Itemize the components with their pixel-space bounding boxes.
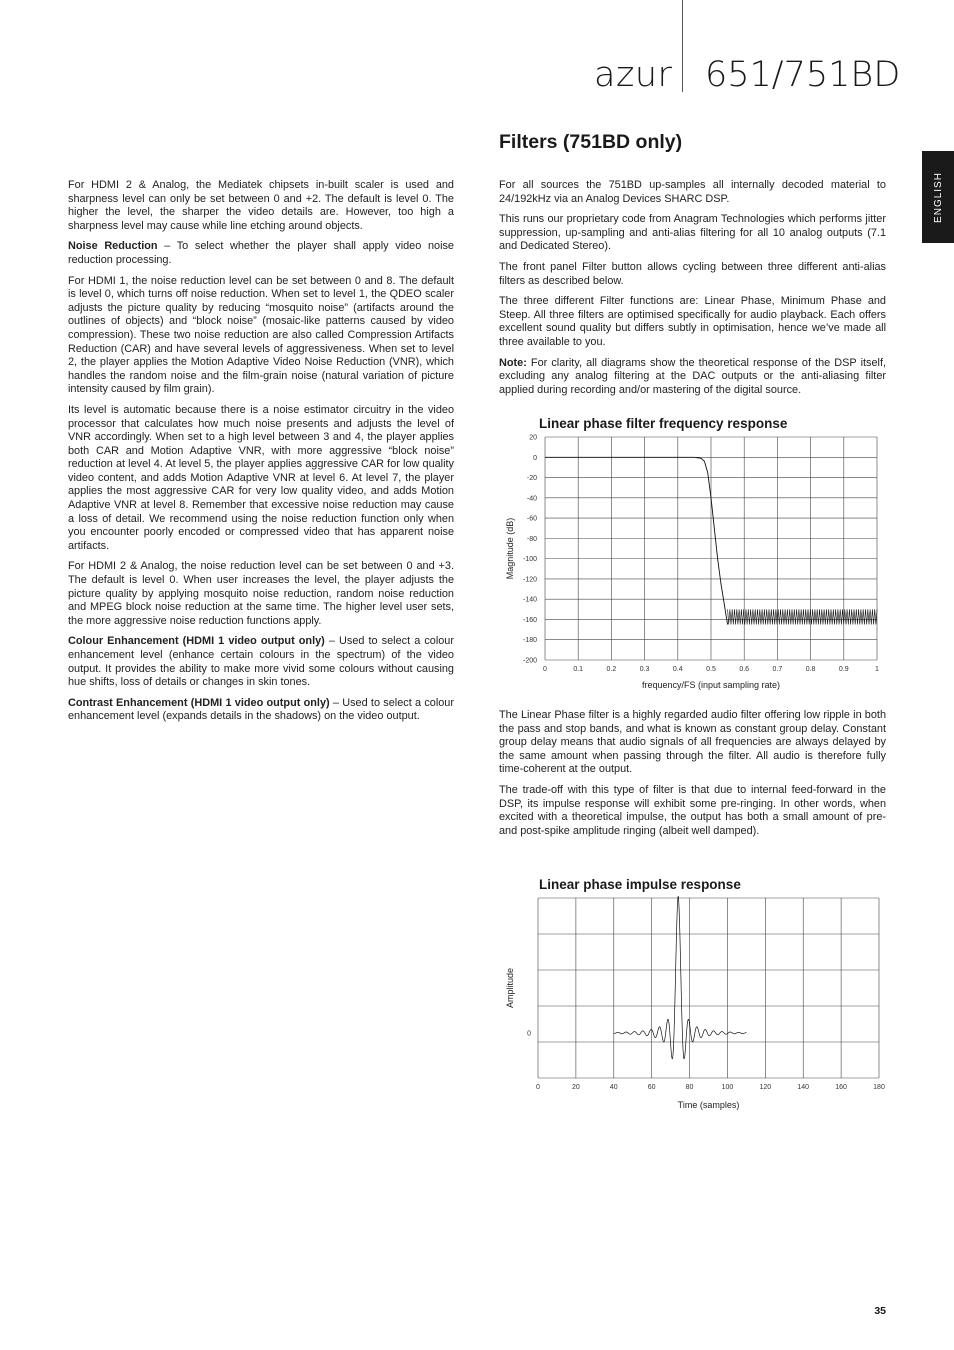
- x-axis-label: frequency/FS (input sampling rate): [641, 680, 781, 690]
- language-tab-label: ENGLISH: [932, 171, 944, 223]
- x-tick-label: 60: [647, 1084, 656, 1091]
- x-tick-label: 0.9: [838, 666, 849, 673]
- x-axis-label: Time (samples): [677, 1100, 740, 1110]
- y-axis-label: Amplitude: [505, 967, 515, 1009]
- y-tick-label: 20: [529, 434, 537, 442]
- model-name: 651/751BD: [705, 55, 901, 95]
- right-column-intro: [499, 179, 886, 404]
- y-tick-label: 0: [527, 1030, 531, 1038]
- x-tick-label: 0.8: [805, 666, 816, 673]
- y-tick-label: -80: [526, 535, 537, 543]
- y-tick-label: -160: [522, 616, 537, 624]
- x-tick-label: 0.6: [739, 666, 750, 673]
- stopband-ripple-line: [728, 609, 877, 624]
- note-label: Note:: [499, 356, 527, 369]
- paragraph-trade-off: The trade-off with this type of filter is that due to internal feed-forward in the DSP, its impulse response will exhibit some pre-ringing. In other words, when excited with a theoretical impulse, the output has both a small amount of pre- and post-spike amplitude ringing (albeit well damped).: [499, 783, 886, 837]
- contrast-enhancement-text: – Used to select a colour enhancement level (expands details in the shadows) on the video output.: [68, 696, 454, 723]
- paragraph-filter-types: The three different Filter functions are: Linear Phase, Minimum Phase and Steep. All three filters are optimised specifically for audio playback. Each offers excellent sound quality but differs subtly in optimisation, hence we’ve made all three available to you.: [499, 295, 886, 348]
- page-number: 35: [874, 1305, 886, 1317]
- paragraph-anagram: This runs our proprietary code from Anagram Technologies which performs jitter suppression, up-sampling and anti-alias filtering for all 10 analog outputs (7.1 and Dedicated Stereo).: [499, 213, 886, 253]
- x-tick-label: 160: [835, 1084, 847, 1091]
- chart-title-impulse-response: Linear phase impulse response: [539, 877, 741, 892]
- y-tick-label: -20: [526, 475, 537, 483]
- paragraph-colour-enhancement: [68, 635, 454, 689]
- paragraph-filter-button: The front panel Filter button allows cycling between three different anti-alias filters as described below.: [499, 260, 886, 287]
- x-tick-label: 140: [797, 1084, 810, 1091]
- brand-logo-azur: azur: [594, 55, 673, 95]
- section-title: Filters (751BD only): [499, 131, 683, 153]
- x-tick-label: 0.1: [573, 666, 584, 673]
- y-tick-label: -100: [522, 556, 537, 564]
- y-tick-label: -180: [522, 637, 537, 645]
- chart-title-frequency-response: Linear phase filter frequency response: [539, 416, 788, 431]
- x-tick-label: 0: [536, 1084, 540, 1091]
- x-tick-label: 0.7: [772, 666, 783, 673]
- x-tick-label: 0.5: [706, 666, 716, 673]
- x-tick-label: 40: [609, 1084, 618, 1091]
- impulse-response-line: [614, 896, 747, 1059]
- y-tick-label: -140: [522, 596, 537, 604]
- x-tick-label: 120: [759, 1084, 772, 1091]
- right-column-body: [499, 709, 886, 845]
- paragraph-sharpness: For HDMI 2 & Analog, the Mediatek chipsets in-built scaler is used and sharpness level can only be set between 0 and +2. The default is level 0. The higher the level, the sharper the video details are. However, too high a sharpness level may cause while line etching around objects.: [68, 179, 454, 232]
- impulse-response-chart: [495, 890, 895, 1115]
- x-tick-label: 0: [543, 666, 547, 673]
- x-tick-label: 100: [721, 1084, 734, 1091]
- x-tick-label: 180: [873, 1084, 885, 1091]
- x-tick-label: 0.2: [606, 666, 617, 673]
- paragraph-noise-reduction: [68, 240, 454, 267]
- x-tick-label: 20: [571, 1084, 580, 1091]
- frequency-response-chart: [495, 430, 895, 695]
- y-tick-label: -40: [526, 495, 537, 503]
- term-noise-reduction: Noise Reduction: [68, 240, 158, 253]
- y-axis-label: Magnitude (dB): [505, 517, 515, 580]
- note-text: For clarity, all diagrams show the theoretical response of the DSP itself, excluding any analog filtering at the DAC outputs or the anti-aliasing filter applied during recording and/or mastering of the digital source.: [499, 356, 886, 396]
- x-tick-label: 0.3: [639, 666, 650, 673]
- y-tick-label: 0: [533, 454, 537, 462]
- paragraph-upsampling: For all sources the 751BD up-samples all internally decoded material to 24/192kHz via an Analog Devices SHARC DSP.: [499, 179, 886, 205]
- noise-reduction-text: – To select whether the player shall apply video noise reduction processing.: [68, 240, 454, 266]
- language-tab: [922, 151, 954, 243]
- paragraph-hdmi1-noise: For HDMI 1, the noise reduction level can be set between 0 and 8. The default is level 0, which turns off noise reduction. When set to level 1, the QDEO scaler adjusts the picture quality by reducing “mosquito noise” (artifacts around the outlines of objects) and “block noise” (mosaic-like patterns caused by video compression). These two noise reduction are also called Compression Artifacts Reduction (CAR) and have several levels of aggressiveness. When set to level 2, the player applies the Motion Adaptive Video Noise Reduction (VNR), which handles the random noise and the film-grain noise (natural variation of picture intensity caused by film grain).: [68, 274, 454, 396]
- term-contrast-enhancement: Contrast Enhancement (HDMI 1 video output only): [68, 696, 330, 709]
- paragraph-linear-phase: The Linear Phase filter is a highly regarded audio filter offering low ripple in both the pass and stop bands, and what is known as constant group delay. Constant group delay means that audio signals of all frequencies are always delayed by the same amount when passing through the filter. All audio is therefore fully time-coherent at the output.: [499, 709, 886, 776]
- paragraph-note: [499, 357, 886, 398]
- y-tick-label: -200: [522, 657, 537, 665]
- y-tick-label: -120: [522, 576, 537, 584]
- colour-enhancement-text: – Used to select a colour enhancement level (enhance certain colours in the spectrum) of the video output. It provides the ability to make more vivid some colours without causing hue shifts, loss of details or changes in skin tones.: [68, 635, 454, 689]
- header-divider: [682, 0, 683, 92]
- paragraph-noise-level: Its level is automatic because there is a noise estimator circuitry in the video processor that calculates how much noise presents and adjusts the level of VNR accordingly. When set to a high level between 3 and 4, the player applies both CAR and Motion Adaptive VNR, with more aggressive “block noise” reduction at level 4. At level 5, the player applies aggressive CAR for low quality video content, and adds Motion Adaptive VNR at level 6. At level 7, the player applies the most aggressive CAR for very low quality video, and adds Motion Adaptive VNR at level 8. Remember that excessive noise reduction may cause a loss of detail. We recommend using the noise reduction function only when you encounter poorly encoded or compressed video that has apparent noise artifacts.: [68, 403, 454, 552]
- x-tick-label: 0.4: [672, 666, 683, 673]
- paragraph-hdmi2-noise: For HDMI 2 & Analog, the noise reduction level can be set between 0 and +3. The default is level 0. When user increases the level, the player adjusts the picture quality by applying mosquito noise reduction, random noise reduction and MPEG block noise reduction at the same time. The higher level user sets, the more aggressive noise reduction functions apply.: [68, 560, 454, 627]
- paragraph-contrast-enhancement: [68, 697, 454, 724]
- term-colour-enhancement: Colour Enhancement (HDMI 1 video output only): [68, 635, 325, 648]
- y-tick-label: -60: [526, 515, 537, 523]
- x-tick-label: 80: [685, 1084, 694, 1091]
- x-tick-label: 1: [875, 666, 879, 673]
- left-column: [68, 179, 454, 731]
